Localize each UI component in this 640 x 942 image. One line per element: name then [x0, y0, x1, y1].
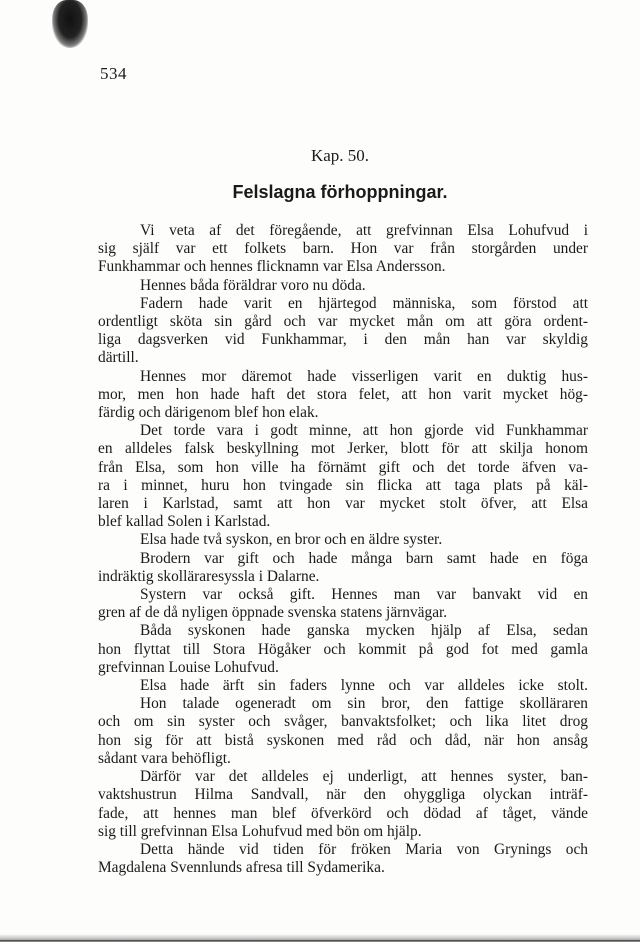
text-line: Systern var också gift. Hennes man var banvakt vid en	[140, 586, 588, 604]
text-line: därtill.	[98, 349, 139, 367]
text-line: från Elsa, som hon ville ha förnämt gift och det torde äfven va-	[98, 458, 588, 476]
chapter-title: Felslagna förhoppningar.	[232, 182, 448, 202]
text-line: Vi veta af det föregående, att grefvinnan Elsa Lohufvud i	[140, 222, 588, 239]
text-line: Detta hände vid tiden för fröken Maria von Grynings och	[140, 840, 588, 858]
text-line: Båda syskonen hade ganska mycken hjälp af Elsa, sedan	[140, 622, 588, 640]
text-line: sådant vara behöfligt.	[98, 749, 231, 767]
text-line: en alldeles falsk beskyllning mot Jerker, blott för att skilja honom	[98, 440, 588, 458]
text-line: färdig och därigenom blef hon elak.	[98, 404, 319, 422]
chapter-heading: Kap. 50.	[310, 146, 370, 165]
text-line: Fadern hade varit en hjärtegod människa, som förstod att	[140, 294, 588, 312]
text-line: liga dagsverken vid Funkhammar, i den mån han var skyldig	[98, 331, 588, 349]
body-text	[98, 222, 588, 877]
text-line: Det torde vara i godt minne, att hon gjorde vid Funkhammar	[140, 422, 588, 440]
text-line: fade, att hennes man blef öfverkörd och dödad af tåget, vände	[98, 804, 588, 822]
scan-blot	[52, 0, 88, 48]
text-line: Hon talade ogeneradt om sin bror, den fattige skolläraren	[140, 695, 588, 713]
text-line: vaktshustrun Hilma Sandvall, när den ohyggliga olyckan inträf-	[98, 786, 588, 804]
text-line: Elsa hade två syskon, en bror och en äldre syster.	[140, 531, 443, 549]
text-line: indräktig skolläraresyssla i Dalarne.	[98, 567, 320, 585]
text-line: sig själf var ett folkets barn. Hon var från storgården under	[98, 240, 588, 258]
page-number: 534	[100, 64, 127, 83]
text-line: laren i Karlstad, samt att hon var mycket stolt öfver, att Elsa	[98, 495, 588, 513]
text-line: Därför var det alldeles ej underligt, att hennes syster, ban-	[140, 768, 588, 786]
text-line: Brodern var gift och hade många barn samt hade en föga	[140, 549, 588, 567]
text-line: Magdalena Svennlunds afresa till Sydamerika.	[98, 859, 385, 877]
page-bottom-rule	[0, 940, 640, 941]
text-line: och om sin syster och svåger, banvaktsfolket; och lika litet drog	[98, 713, 588, 731]
text-line: hon flyttat till Stora Högåker och kommit på god fot med gamla	[98, 640, 588, 658]
text-line: blef kallad Solen i Karlstad.	[98, 513, 271, 531]
text-line: sig till grefvinnan Elsa Lohufvud med bön om hjälp.	[98, 822, 422, 840]
text-line: mor, men hon hade haft det stora felet, att hon varit mycket hög-	[98, 385, 588, 403]
text-line: Elsa hade ärft sin faders lynne och var alldeles icke stolt.	[140, 677, 588, 695]
text-line: Funkhammar och hennes flicknamn var Elsa Andersson.	[98, 258, 446, 276]
text-line: gren af de då nyligen öppnade svenska statens järnvägar.	[98, 604, 448, 622]
text-line: Hennes mor däremot hade visserligen varit en duktig hus-	[140, 367, 588, 385]
text-line: Hennes båda föräldrar voro nu döda.	[140, 276, 366, 294]
text-line: hon sig för att bistå syskonen med råd och dåd, när hon ansåg	[98, 731, 588, 749]
text-line: ra i minnet, huru hon tvingade sin flicka att taga plats på käl-	[98, 476, 588, 494]
text-line: grefvinnan Louise Lohufvud.	[98, 658, 279, 676]
text-line: ordentligt sköta sin gård och var mycket mån om att göra ordent-	[98, 313, 588, 331]
